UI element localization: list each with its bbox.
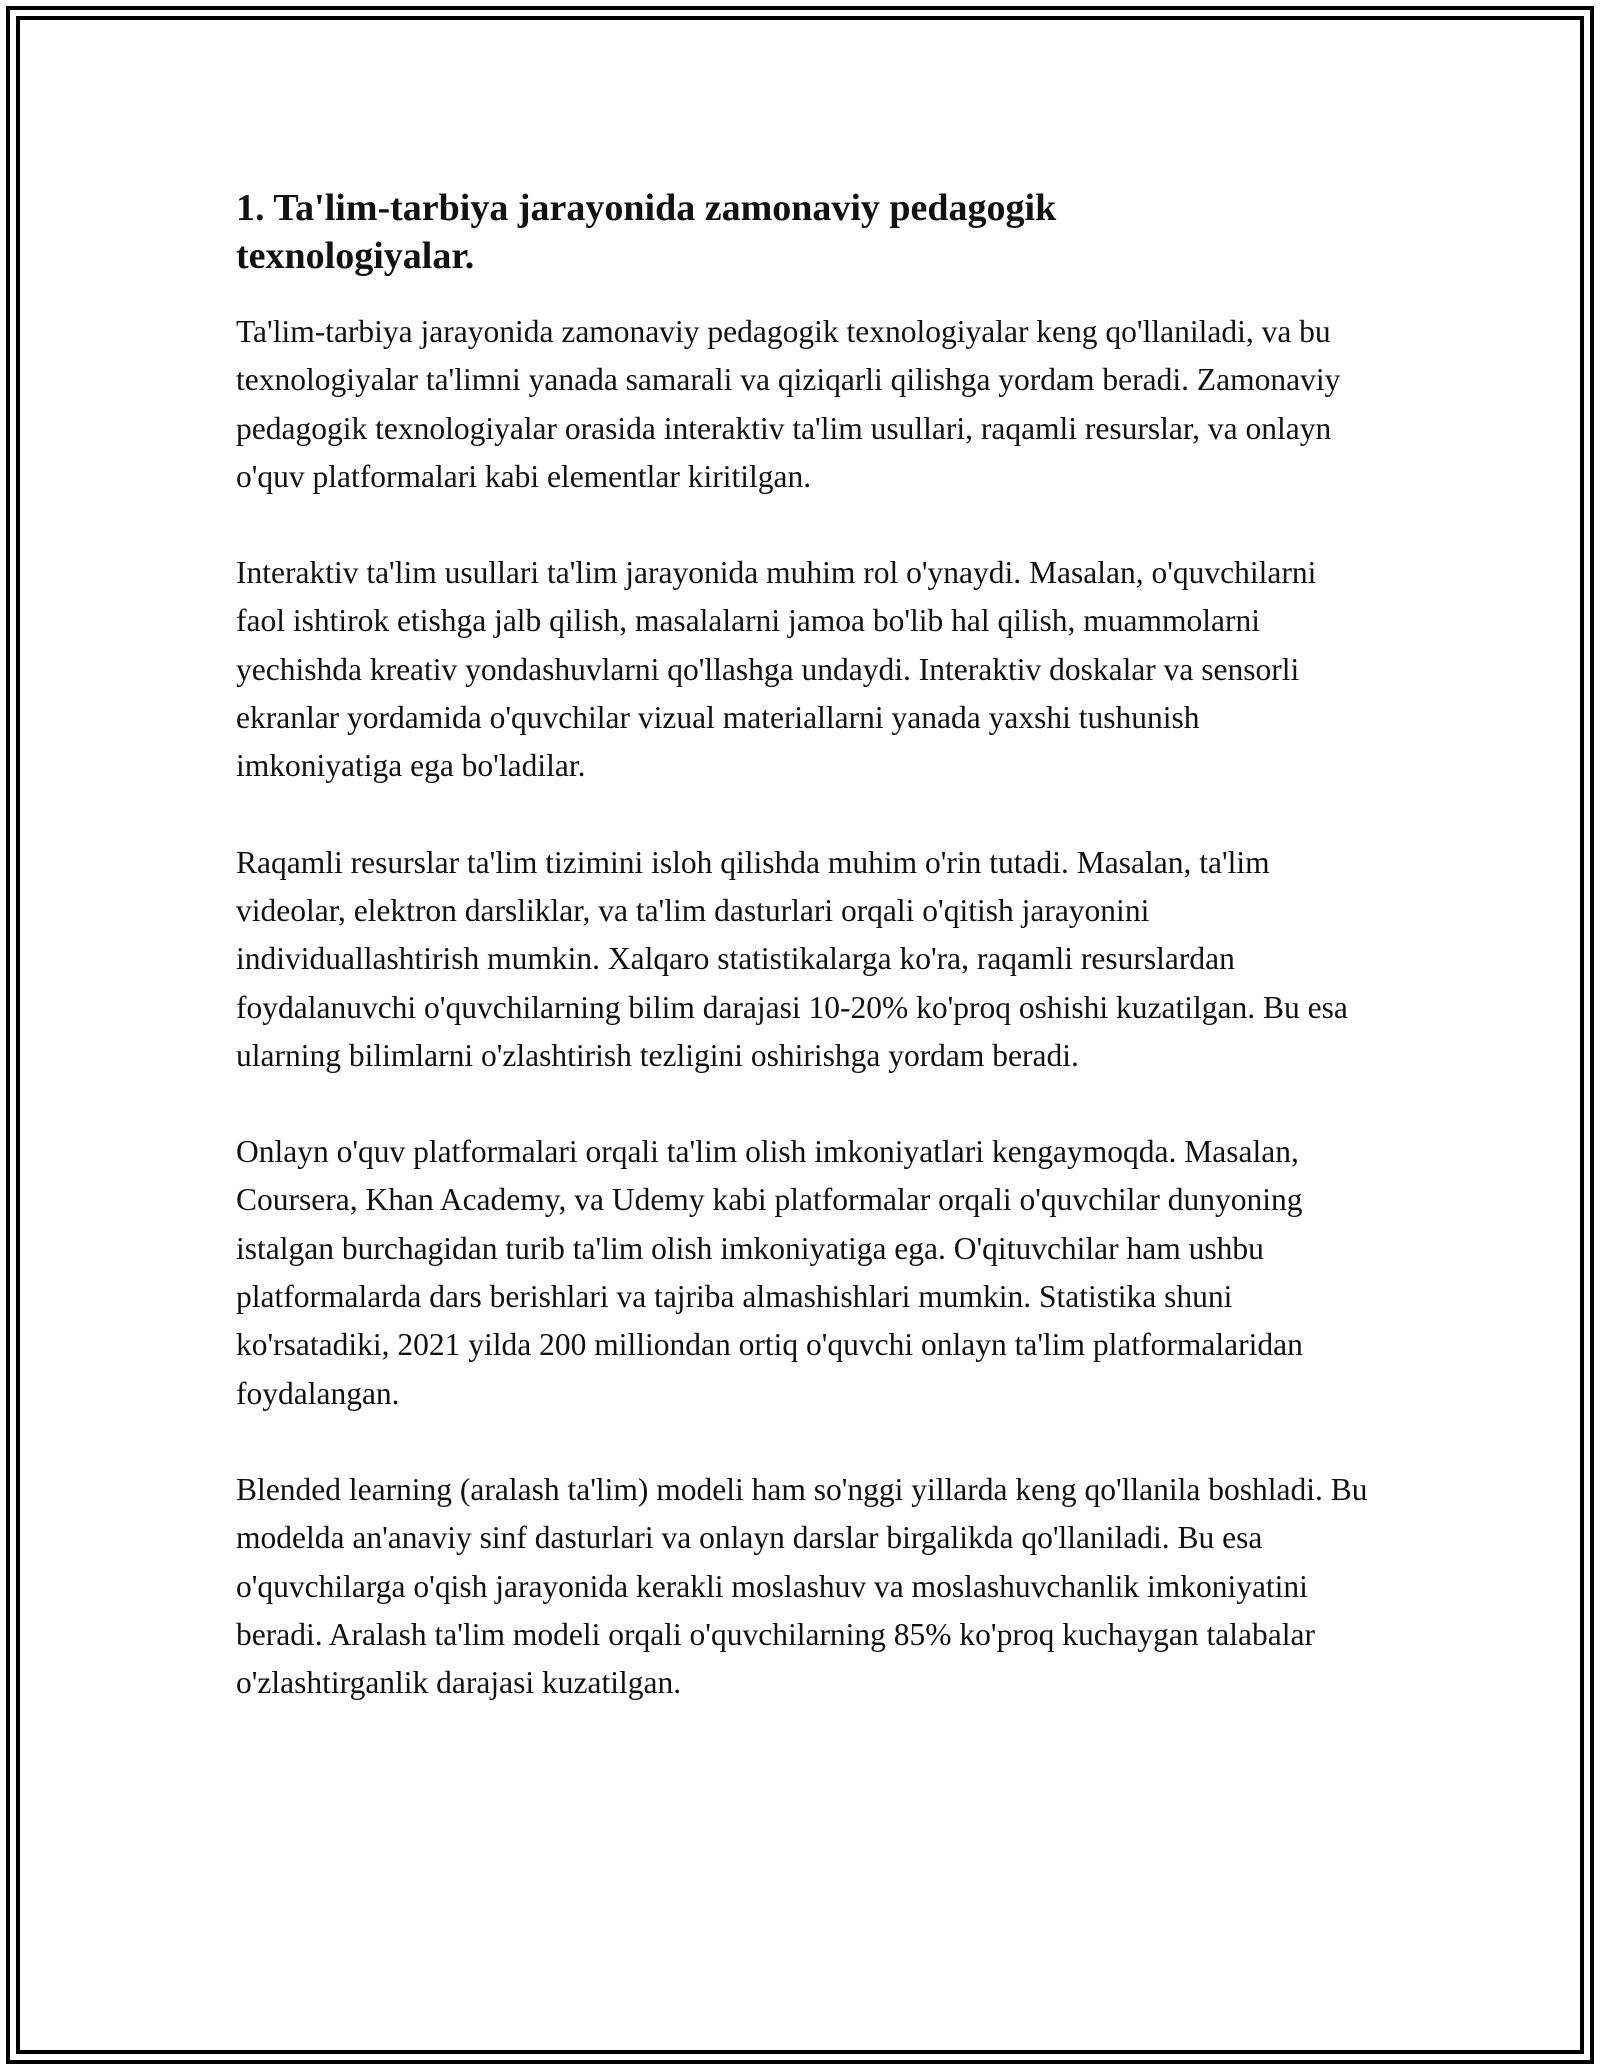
- paragraph-interactive-methods: Interaktiv ta'lim usullari ta'lim jarayonida muhim rol o'ynaydi. Masalan, o'quvchilarni faol ishtirok etishga jalb qilish, masalalarni jamoa bo'lib hal qilish, muammolarni yechishda kreativ yondashuvlarni qo'llashga undaydi. Interaktiv doskalar va sensorli ekranlar yordamida o'quvchilar vizual materiallarni yanada yaxshi tushunish imkoniyatiga ega bo'ladilar.: [236, 555, 1317, 784]
- paragraph-intro: Ta'lim-tarbiya jarayonida zamonaviy pedagogik texnologiyalar keng qo'llaniladi, va bu texnologiyalar ta'limni yanada samarali va qiziqarli qilishga yordam beradi. Zamonaviy pedagogik texnologiyalar orasida interaktiv ta'lim usullari, raqamli resurslar, va onlayn o'quv platformalari kabi elementlar kiritilgan.: [236, 314, 1341, 494]
- paragraph-blended-learning: Blended learning (aralash ta'lim) modeli ham so'nggi yillarda keng qo'llanila boshladi. Bu modelda an'anaviy sinf dasturlari va onlayn darslar birgalikda qo'llaniladi. Bu esa o'quvchilarga o'qish jarayonida kerakli moslashuv va moslashuvchanlik imkoniyatini beradi. Aralash ta'lim modeli orqali o'quvchilarning 85% ko'proq kuchaygan talabalar o'zlashtirganlik darajasi kuzatilgan.: [236, 1471, 1368, 1701]
- paragraph-online-platforms: Onlayn o'quv platformalari orqali ta'lim olish imkoniyatlari kengaymoqda. Masalan, Coursera, Khan Academy, va Udemy kabi platformalar orqali o'quvchilar dunyoning istalgan burchagidan turib ta'lim olish imkoniyatiga ega. O'qituvchilar ham ushbu platformalarda dars berishlari va tajriba almashishlari mumkin. Statistika shuni ko'rsatadiki, 2021 yilda 200 milliondan ortiq o'quvchi onlayn ta'lim platformalaridan foydalangan.: [236, 1134, 1303, 1411]
- document-body: [236, 184, 1370, 1755]
- section-heading: 1. Ta'lim-tarbiya jarayonida zamonaviy pedagogik texnologiyalar.: [236, 187, 1057, 277]
- paragraph-digital-resources: Raqamli resurslar ta'lim tizimini isloh qilishda muhim o'rin tutadi. Masalan, ta'lim videolar, elektron darsliklar, va ta'lim dasturlari orqali o'qitish jarayonini individuallashtirish mumkin. Xalqaro statistikalarga ko'ra, raqamli resurslardan foydalanuvchi o'quvchilarning bilim darajasi 10-20% ko'proq oshishi kuzatilgan. Bu esa ularning bilimlarni o'zlashtirish tezligini oshirishga yordam beradi.: [236, 844, 1348, 1073]
